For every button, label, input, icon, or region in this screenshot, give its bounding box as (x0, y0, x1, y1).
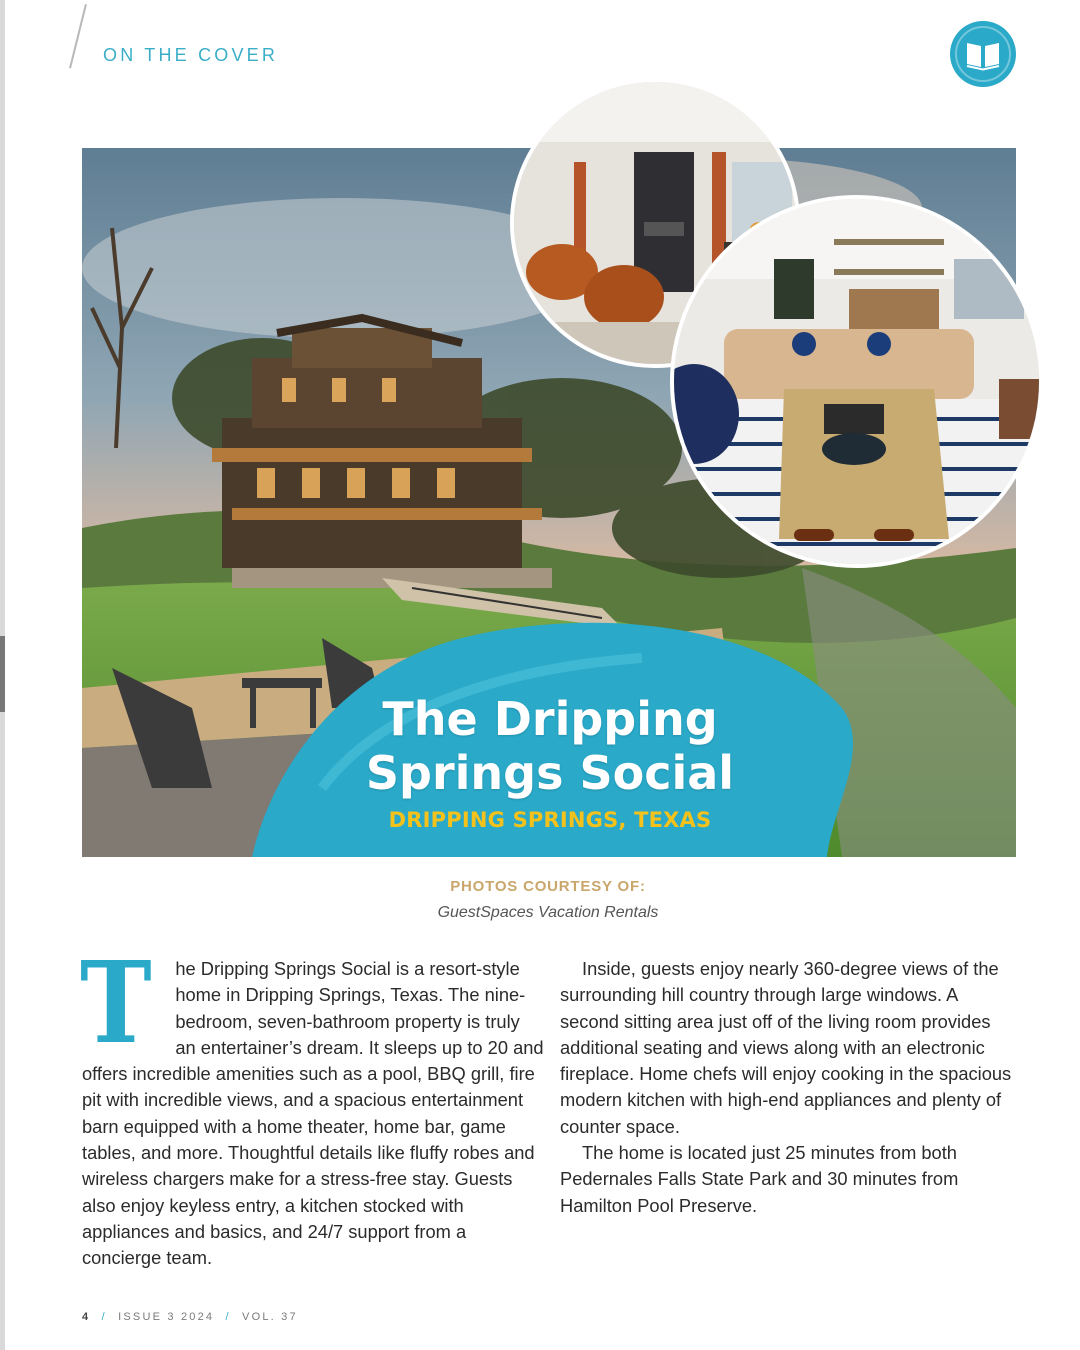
hero-title (300, 692, 800, 800)
footer-separator: / (225, 1311, 231, 1323)
photo-credit-name: GuestSpaces Vacation Rentals (437, 904, 659, 921)
article-column-right (560, 956, 1016, 1219)
page-footer (82, 1311, 298, 1323)
footer-separator: / (101, 1311, 107, 1323)
issue-label: ISSUE 3 2024 (118, 1311, 215, 1323)
article-paragraph: he Dripping Springs Social is a resort-style home in Dripping Springs, Texas. The nine-bedroom, seven-bathroom property is truly an entertainer’s dream. It sleeps up to 20 and offers incredible amenities such as a pool, BBQ grill, fire pit with incredible views, and a spacious entertainment barn equipped with a home theater, home bar, game tables, and more. Thoughtful details like fluffy robes and wireless chargers make for a stress-free stay. Guests also enjoy keyless entry, a kitchen stocked with appliances and basics, and 24/7 support from a concierge team. (82, 958, 544, 1269)
section-label: ON THE COVER (103, 45, 279, 65)
drop-cap: T (80, 938, 152, 1069)
section-divider (69, 4, 87, 69)
volume-label: VOL. 37 (242, 1311, 298, 1323)
hero-title-line1: The Dripping (382, 692, 718, 746)
article-paragraph: The home is located just 25 minutes from both Pedernales Falls State Park and 30 minutes from Hamilton Pool Preserve. (560, 1142, 959, 1216)
hero-title-line2: Springs Social (365, 746, 735, 800)
open-book-icon (950, 21, 1016, 87)
page-number: 4 (82, 1311, 91, 1323)
photo-credit-label: PHOTOS COURTESY OF: (450, 878, 646, 895)
living-room-photo (670, 195, 1043, 568)
hero-location: DRIPPING SPRINGS, TEXAS (388, 808, 712, 832)
article-paragraph: Inside, guests enjoy nearly 360-degree views of the surrounding hill country through large windows. A second sitting area just off of the living room provides additional seating and views along with an electronic fireplace. Home chefs will enjoy cooking in the spacious modern kitchen with high-end appliances and plenty of counter space. (560, 958, 1012, 1137)
page-edge-tab (0, 636, 5, 712)
article-column-left (80, 938, 544, 1272)
